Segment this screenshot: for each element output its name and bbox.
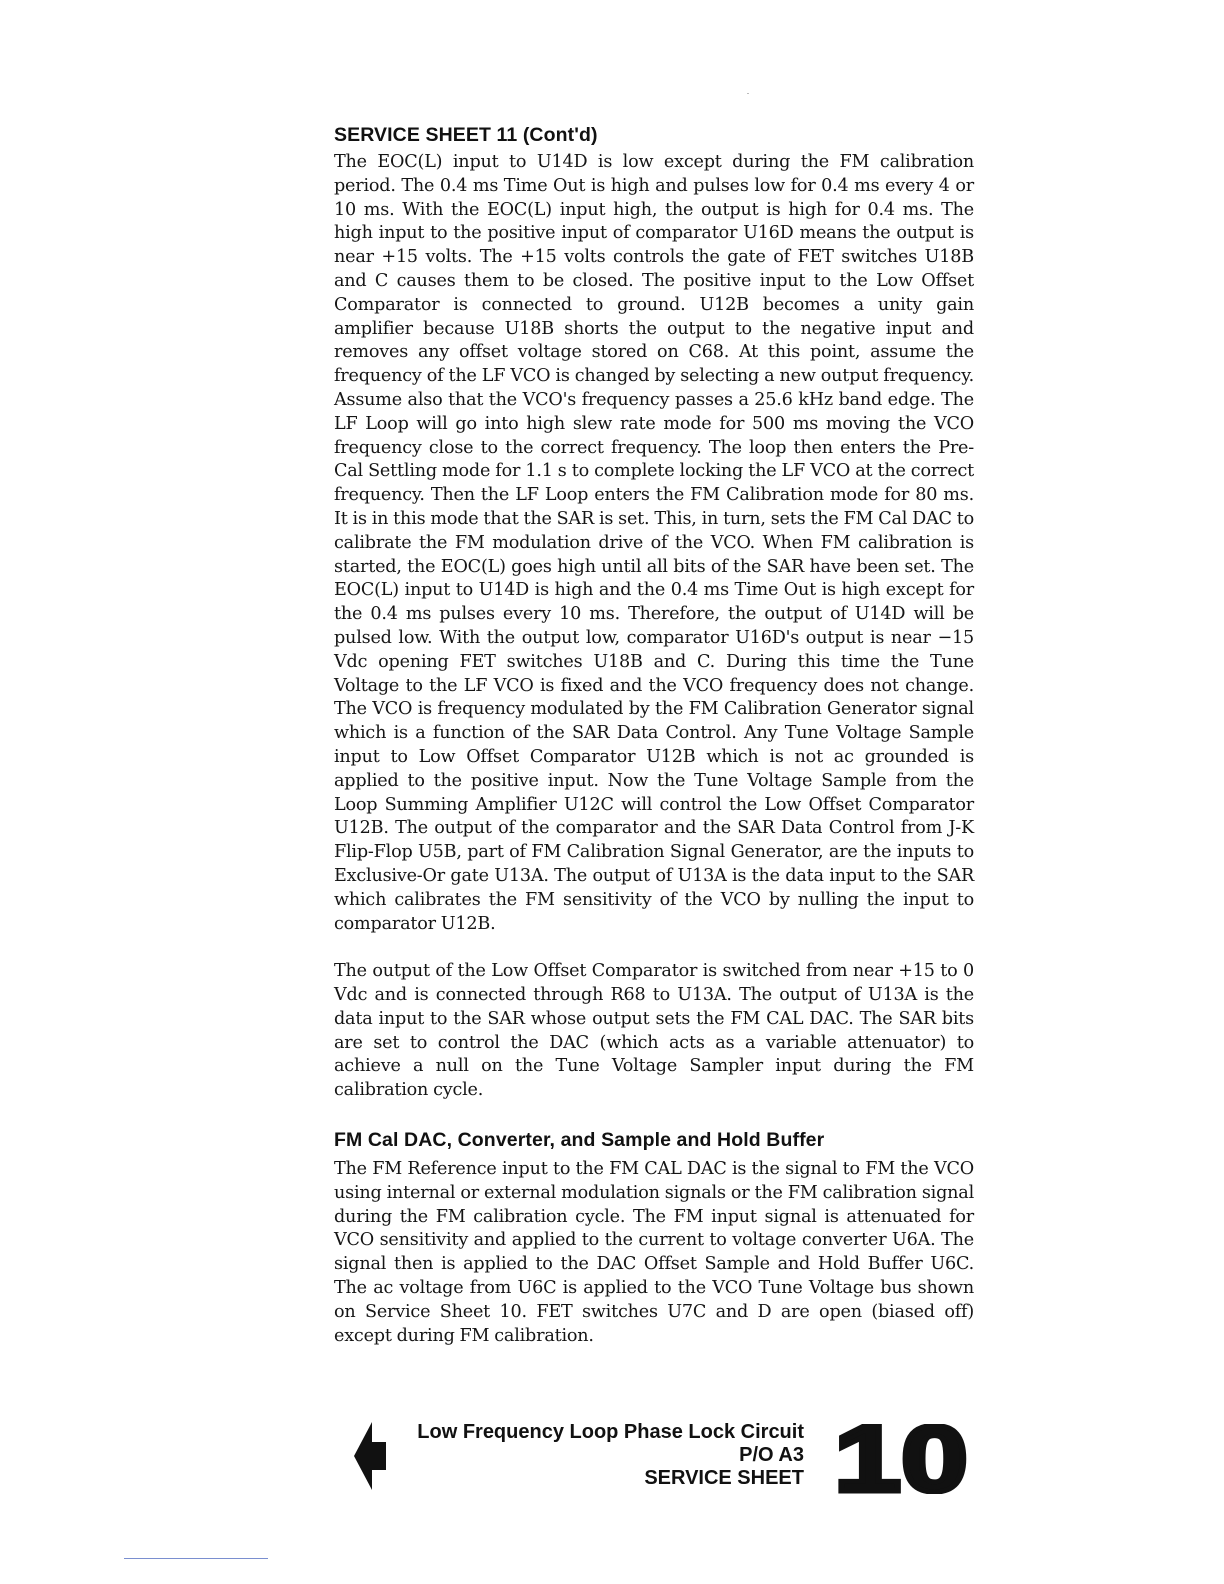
scan-artifact-line [124, 1558, 268, 1559]
footer-circuit-title: Low Frequency Loop Phase Lock Circuit [417, 1421, 804, 1443]
left-arrow-icon [352, 1420, 388, 1492]
body-paragraph-1: The EOC(L) input to U14D is low except during the FM calibration period. The 0.4 ms Time Out is high and pulses low for 0.4 ms every 4 or 10 ms. With the EOC(L) input high, the output is high for 0.4 ms. The high input to the positive input of comparator U16D means the output is near +15 volts. The +15 volts controls the gate of FET switches U18B and C causes them to be closed. The positive input to the Low Offset Comparator is connected to ground. U12B becomes a unity gain amplifier because U18B shorts the output to the negative input and removes any offset voltage stored on C68. At this point, assume the frequency of the LF VCO is changed by selecting a new output frequency. Assume also that the VCO's frequency passes a 25.6 kHz band edge. The LF Loop will go into high slew rate mode for 500 ms moving the VCO frequency close to the correct frequency. The loop then enters the Pre-Cal Settling mode for 1.1 s to complete locking the LF VCO at the correct frequency. Then the LF Loop enters the FM Calibration mode for 80 ms. It is in this mode that the SAR is set. This, in turn, sets the FM Cal DAC to calibrate the FM modulation drive of the VCO. When FM calibration is started, the EOC(L) goes high until all bits of the SAR have been set. The EOC(L) input to U14D is high and the 0.4 ms Time Out is high except for the 0.4 ms pulses every 10 ms. Therefore, the output of U14D will be pulsed low. With the output low, comparator U16D's output is near −15 Vdc opening FET switches U18B and C. During this time the Tune Voltage to the LF VCO is fixed and the VCO frequency does not change. The VCO is frequency modulated by the FM Calibration Generator signal which is a function of the SAR Data Control. Any Tune Voltage Sample input to Low Offset Comparator U12B which is not ac grounded is applied to the positive input. Now the Tune Voltage Sample from the Loop Summing Amplifier U12C will control the Low Offset Comparator U12B. The output of the comparator and the SAR Data Control from J-K Flip-Flop U5B, part of FM Calibration Signal Generator, are the inputs to Exclusive-Or gate U13A. The output of U13A is the data input to the SAR which calibrates the FM sensitivity of the VCO by nulling the input to comparator U12B. [334, 152, 974, 934]
sheet-number: 10 [834, 1424, 968, 1494]
footer-service-sheet-label: SERVICE SHEET [644, 1467, 804, 1489]
section-heading-fm-cal-dac: FM Cal DAC, Converter, and Sample and Hold Buffer [334, 1129, 825, 1152]
sheet-number-graphic [832, 1424, 972, 1494]
footer-caption [417, 1421, 804, 1490]
scan-speck [747, 93, 749, 94]
service-sheet-footer [352, 1418, 972, 1498]
footer-assembly: P/O A3 [739, 1444, 804, 1466]
body-paragraph-3: The FM Reference input to the FM CAL DAC is the signal to FM the VCO using internal or external modulation signals or the FM calibration signal during the FM calibration cycle. The FM input signal is attenuated for VCO sensitivity and applied to the current to voltage converter U6A. The signal then is applied to the DAC Offset Sample and Hold Buffer U6C. The ac voltage from U6C is applied to the VCO Tune Voltage bus shown on Service Sheet 10. FET switches U7C and D are open (biased off) except during FM calibration. [334, 1159, 974, 1346]
body-paragraph-2: The output of the Low Offset Comparator is switched from near +15 to 0 Vdc and is connected through R68 to U13A. The output of U13A is the data input to the SAR whose output sets the FM CAL DAC. The SAR bits are set to control the DAC (which acts as a variable attenuator) to achieve a null on the Tune Voltage Sampler input during the FM calibration cycle. [334, 961, 974, 1101]
text-column [334, 124, 974, 1348]
section-heading-service-sheet-11: SERVICE SHEET 11 (Cont'd) [334, 124, 598, 146]
